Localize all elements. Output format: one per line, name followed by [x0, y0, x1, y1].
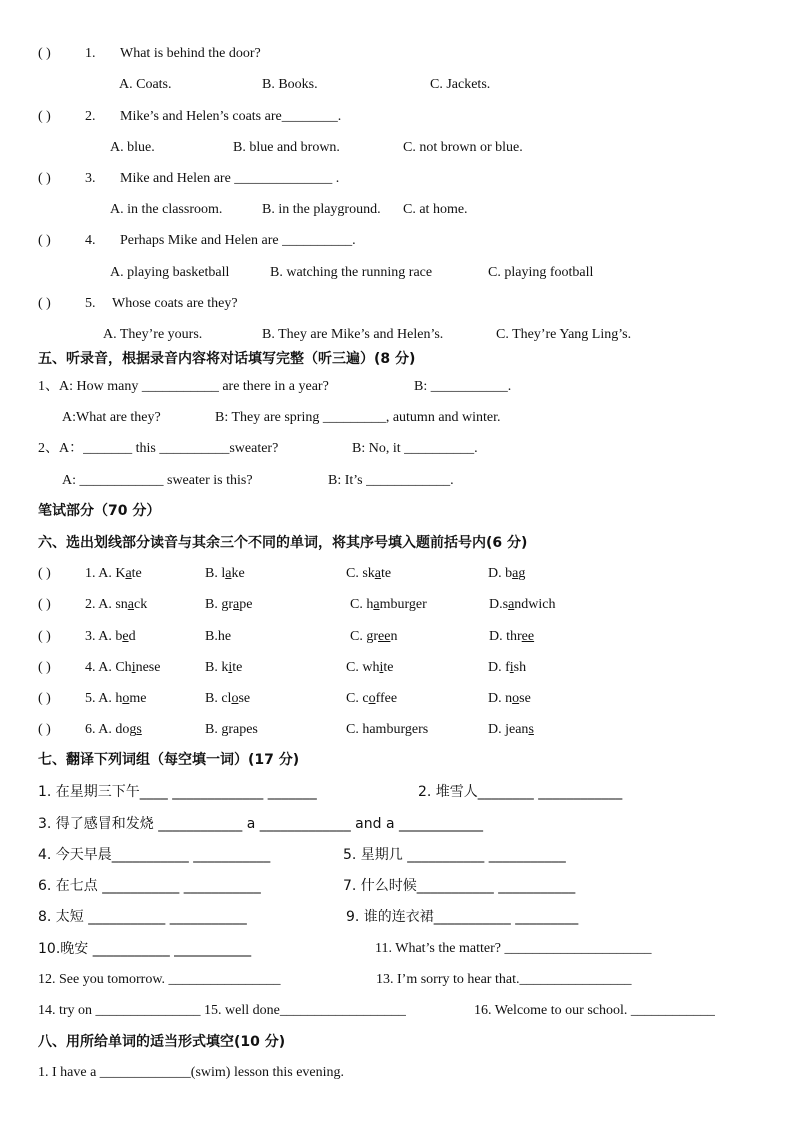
question-number: 4. [85, 233, 96, 248]
translate-item[interactable]: 14. try on _______________ 15. well done__________________ [38, 1003, 406, 1018]
underlined-letters: a [233, 597, 240, 612]
word-part: B. k [205, 660, 229, 675]
underlined-letters: o [122, 691, 130, 706]
underlined-letters: e [122, 629, 129, 644]
answer-paren[interactable]: ( ) [38, 691, 51, 706]
translate-item[interactable]: 4. 今天早晨___________ ___________ [38, 847, 271, 863]
option-a [85, 721, 142, 739]
word-part: 2. A. sn [85, 597, 128, 612]
option-a: A. in the classroom. [110, 202, 223, 217]
underlined-letters: i [228, 660, 233, 675]
underlined-letters: a [512, 566, 519, 581]
dialog-line[interactable]: B: ___________. [414, 379, 512, 394]
option-d [488, 659, 526, 677]
underlined-letters: a [125, 566, 132, 581]
section-6-title: 六、选出划线部分读音与其余三个不同的单词，将其序号填入题前括号内(6 分) [38, 535, 528, 551]
question-text: Perhaps Mike and Helen are __________. [120, 233, 356, 248]
option-c [346, 659, 393, 677]
option-a [85, 565, 142, 583]
word-part: D.s [489, 597, 509, 612]
answer-paren[interactable]: ( ) [38, 597, 51, 612]
word-part: C. h [350, 597, 374, 612]
option-b: B. Books. [262, 77, 318, 92]
option-c: C. They’re Yang Ling’s. [496, 327, 632, 342]
option-b [205, 659, 242, 677]
translate-item[interactable]: 7. 什么时候___________ ___________ [343, 878, 576, 894]
word-part: ffee [375, 691, 398, 706]
word-part: C. hamburgers [346, 722, 429, 737]
answer-paren[interactable]: ( ) [38, 722, 51, 737]
word-part: 6. A. dog [85, 722, 137, 737]
word-part: B.he [205, 629, 232, 644]
option-a: A. Coats. [119, 77, 172, 92]
translate-item[interactable]: 11. What’s the matter? _____________________ [375, 941, 652, 956]
underlined-letters: a [508, 597, 515, 612]
word-part: te [232, 660, 243, 675]
section-5-title: 五、听录音，根据录音内容将对话填写完整（听三遍）(8 分) [38, 351, 416, 367]
word-part: D. thr [489, 629, 522, 644]
underlined-letters: i [131, 660, 136, 675]
option-d [488, 721, 534, 739]
underlined-letters: a [127, 597, 135, 612]
translate-item[interactable]: 9. 谁的连衣裙___________ _________ [346, 909, 579, 925]
translate-item[interactable]: 6. 在七点 ___________ ___________ [38, 878, 261, 894]
option-d [489, 596, 556, 614]
underlined-letters: i [509, 660, 514, 675]
word-part: C. sk [346, 566, 375, 581]
underlined-letters: o [512, 691, 520, 706]
word-part: te [381, 566, 392, 581]
translate-item[interactable]: 16. Welcome to our school. ____________ [474, 1003, 715, 1018]
option-c [350, 596, 427, 614]
word-part: ck [134, 597, 148, 612]
option-c [346, 690, 397, 708]
word-part: B. grapes [205, 722, 258, 737]
word-part: 4. A. Ch [85, 660, 132, 675]
dialog-line[interactable]: 2、A：_______ this __________sweater? [38, 441, 279, 456]
word-part: pe [239, 597, 253, 612]
word-part: 1. A. K [85, 566, 126, 581]
word-part: B. l [205, 566, 226, 581]
dialog-line[interactable]: B: They are spring _________, autumn and winter. [215, 410, 501, 425]
question-number: 5. [85, 296, 96, 311]
option-a [85, 628, 136, 646]
option-d [488, 565, 525, 583]
dialog-line[interactable]: B: It’s ____________. [328, 473, 454, 488]
answer-paren[interactable]: ( ) [38, 566, 51, 581]
word-part: sh [513, 660, 527, 675]
word-part: B. cl [205, 691, 232, 706]
question-text: Mike’s and Helen’s coats are________. [120, 109, 342, 124]
answer-paren[interactable]: ( ) [38, 296, 51, 311]
dialog-line[interactable]: A: ____________ sweater is this? [62, 473, 253, 488]
word-part: me [129, 691, 147, 706]
underlined-letters: ee [378, 629, 391, 644]
option-c: C. playing football [488, 265, 594, 280]
option-a [85, 596, 147, 614]
fill-item[interactable]: 1. I have a _____________(swim) lesson this evening. [38, 1065, 345, 1080]
option-a: A. They’re yours. [103, 327, 203, 342]
dialog-line: A:What are they? [62, 410, 161, 425]
answer-paren[interactable]: ( ) [38, 171, 51, 186]
word-part: te [383, 660, 394, 675]
underlined-letters: a [373, 597, 380, 612]
word-part: 5. A. h [85, 691, 123, 706]
option-b [205, 596, 252, 614]
translate-item[interactable]: 8. 太短 ___________ ___________ [38, 909, 247, 925]
word-part: g [518, 566, 526, 581]
word-part: 3. A. b [85, 629, 123, 644]
word-part: C. gr [350, 629, 378, 644]
question-text: What is behind the door? [120, 46, 261, 61]
question-text: Mike and Helen are ______________ . [120, 171, 340, 186]
underlined-letters: i [379, 660, 384, 675]
written-part-title: 笔试部分（70 分） [38, 503, 161, 519]
word-part: D. jean [488, 722, 529, 737]
word-part: te [131, 566, 142, 581]
option-a [85, 659, 160, 677]
option-b: B. blue and brown. [233, 140, 340, 155]
option-b [205, 565, 245, 583]
option-c: C. Jackets. [430, 77, 491, 92]
underlined-letters: o [231, 691, 239, 706]
word-part: B. gr [205, 597, 233, 612]
option-c [346, 721, 428, 739]
word-part: D. f [488, 660, 510, 675]
dialog-line[interactable]: B: No, it __________. [352, 441, 478, 456]
question-text: Whose coats are they? [112, 296, 238, 311]
option-b [205, 690, 250, 708]
option-c: C. at home. [403, 202, 468, 217]
answer-paren[interactable]: ( ) [38, 660, 51, 675]
translate-item[interactable]: 12. See you tomorrow. ________________ [38, 972, 281, 987]
option-d [488, 690, 531, 708]
translate-item[interactable]: 5. 星期几 ___________ ___________ [343, 847, 566, 863]
translate-item[interactable]: 3. 得了感冒和发烧 ____________ a _____________ and a ____________ [38, 816, 484, 832]
word-part: D. n [488, 691, 513, 706]
underlined-letters: a [374, 566, 382, 581]
underlined-letters: s [136, 722, 142, 737]
option-c [350, 628, 397, 646]
question-number: 2. [85, 109, 96, 124]
option-b: B. in the playground. [262, 202, 381, 217]
underlined-letters: a [225, 566, 232, 581]
option-b: B. watching the running race [270, 265, 433, 280]
answer-paren[interactable]: ( ) [38, 629, 51, 644]
option-d [489, 628, 534, 646]
word-part: C. wh [346, 660, 380, 675]
word-part: nese [135, 660, 161, 675]
word-part: mburger [379, 597, 427, 612]
section-8-title: 八、用所给单词的适当形式填空(10 分) [38, 1034, 286, 1050]
option-a: A. playing basketball [110, 265, 230, 280]
translate-item[interactable]: 2. 堆雪人________ ____________ [418, 784, 623, 800]
answer-paren[interactable]: ( ) [38, 233, 51, 248]
question-number: 1. [85, 46, 96, 61]
question-number: 3. [85, 171, 96, 186]
translate-item[interactable]: 13. I’m sorry to hear that.________________ [376, 972, 632, 987]
word-part: d [128, 629, 136, 644]
dialog-line[interactable]: 1、A: How many ___________ are there in a year? [38, 379, 329, 394]
option-b: B. They are Mike’s and Helen’s. [262, 327, 444, 342]
option-b [205, 721, 258, 739]
option-b [205, 628, 231, 646]
translate-item[interactable]: 1. 在星期三下午____ _____________ _______ [38, 784, 317, 800]
underlined-letters: s [528, 722, 534, 737]
word-part: se [519, 691, 531, 706]
option-c: C. not brown or blue. [403, 140, 523, 155]
word-part: C. c [346, 691, 369, 706]
translate-item[interactable]: 10.晚安 ___________ ___________ [38, 941, 252, 957]
word-part: n [390, 629, 398, 644]
answer-paren[interactable]: ( ) [38, 109, 51, 124]
word-part: se [238, 691, 251, 706]
word-part: ke [231, 566, 245, 581]
answer-paren[interactable]: ( ) [38, 46, 51, 61]
word-part: ndwich [514, 597, 556, 612]
section-7-title: 七、翻译下列词组（每空填一词）(17 分) [38, 752, 300, 768]
option-a [85, 690, 146, 708]
option-c [346, 565, 391, 583]
option-a: A. blue. [110, 140, 155, 155]
underlined-letters: o [368, 691, 376, 706]
word-part: D. b [488, 566, 513, 581]
underlined-letters: ee [521, 629, 535, 644]
